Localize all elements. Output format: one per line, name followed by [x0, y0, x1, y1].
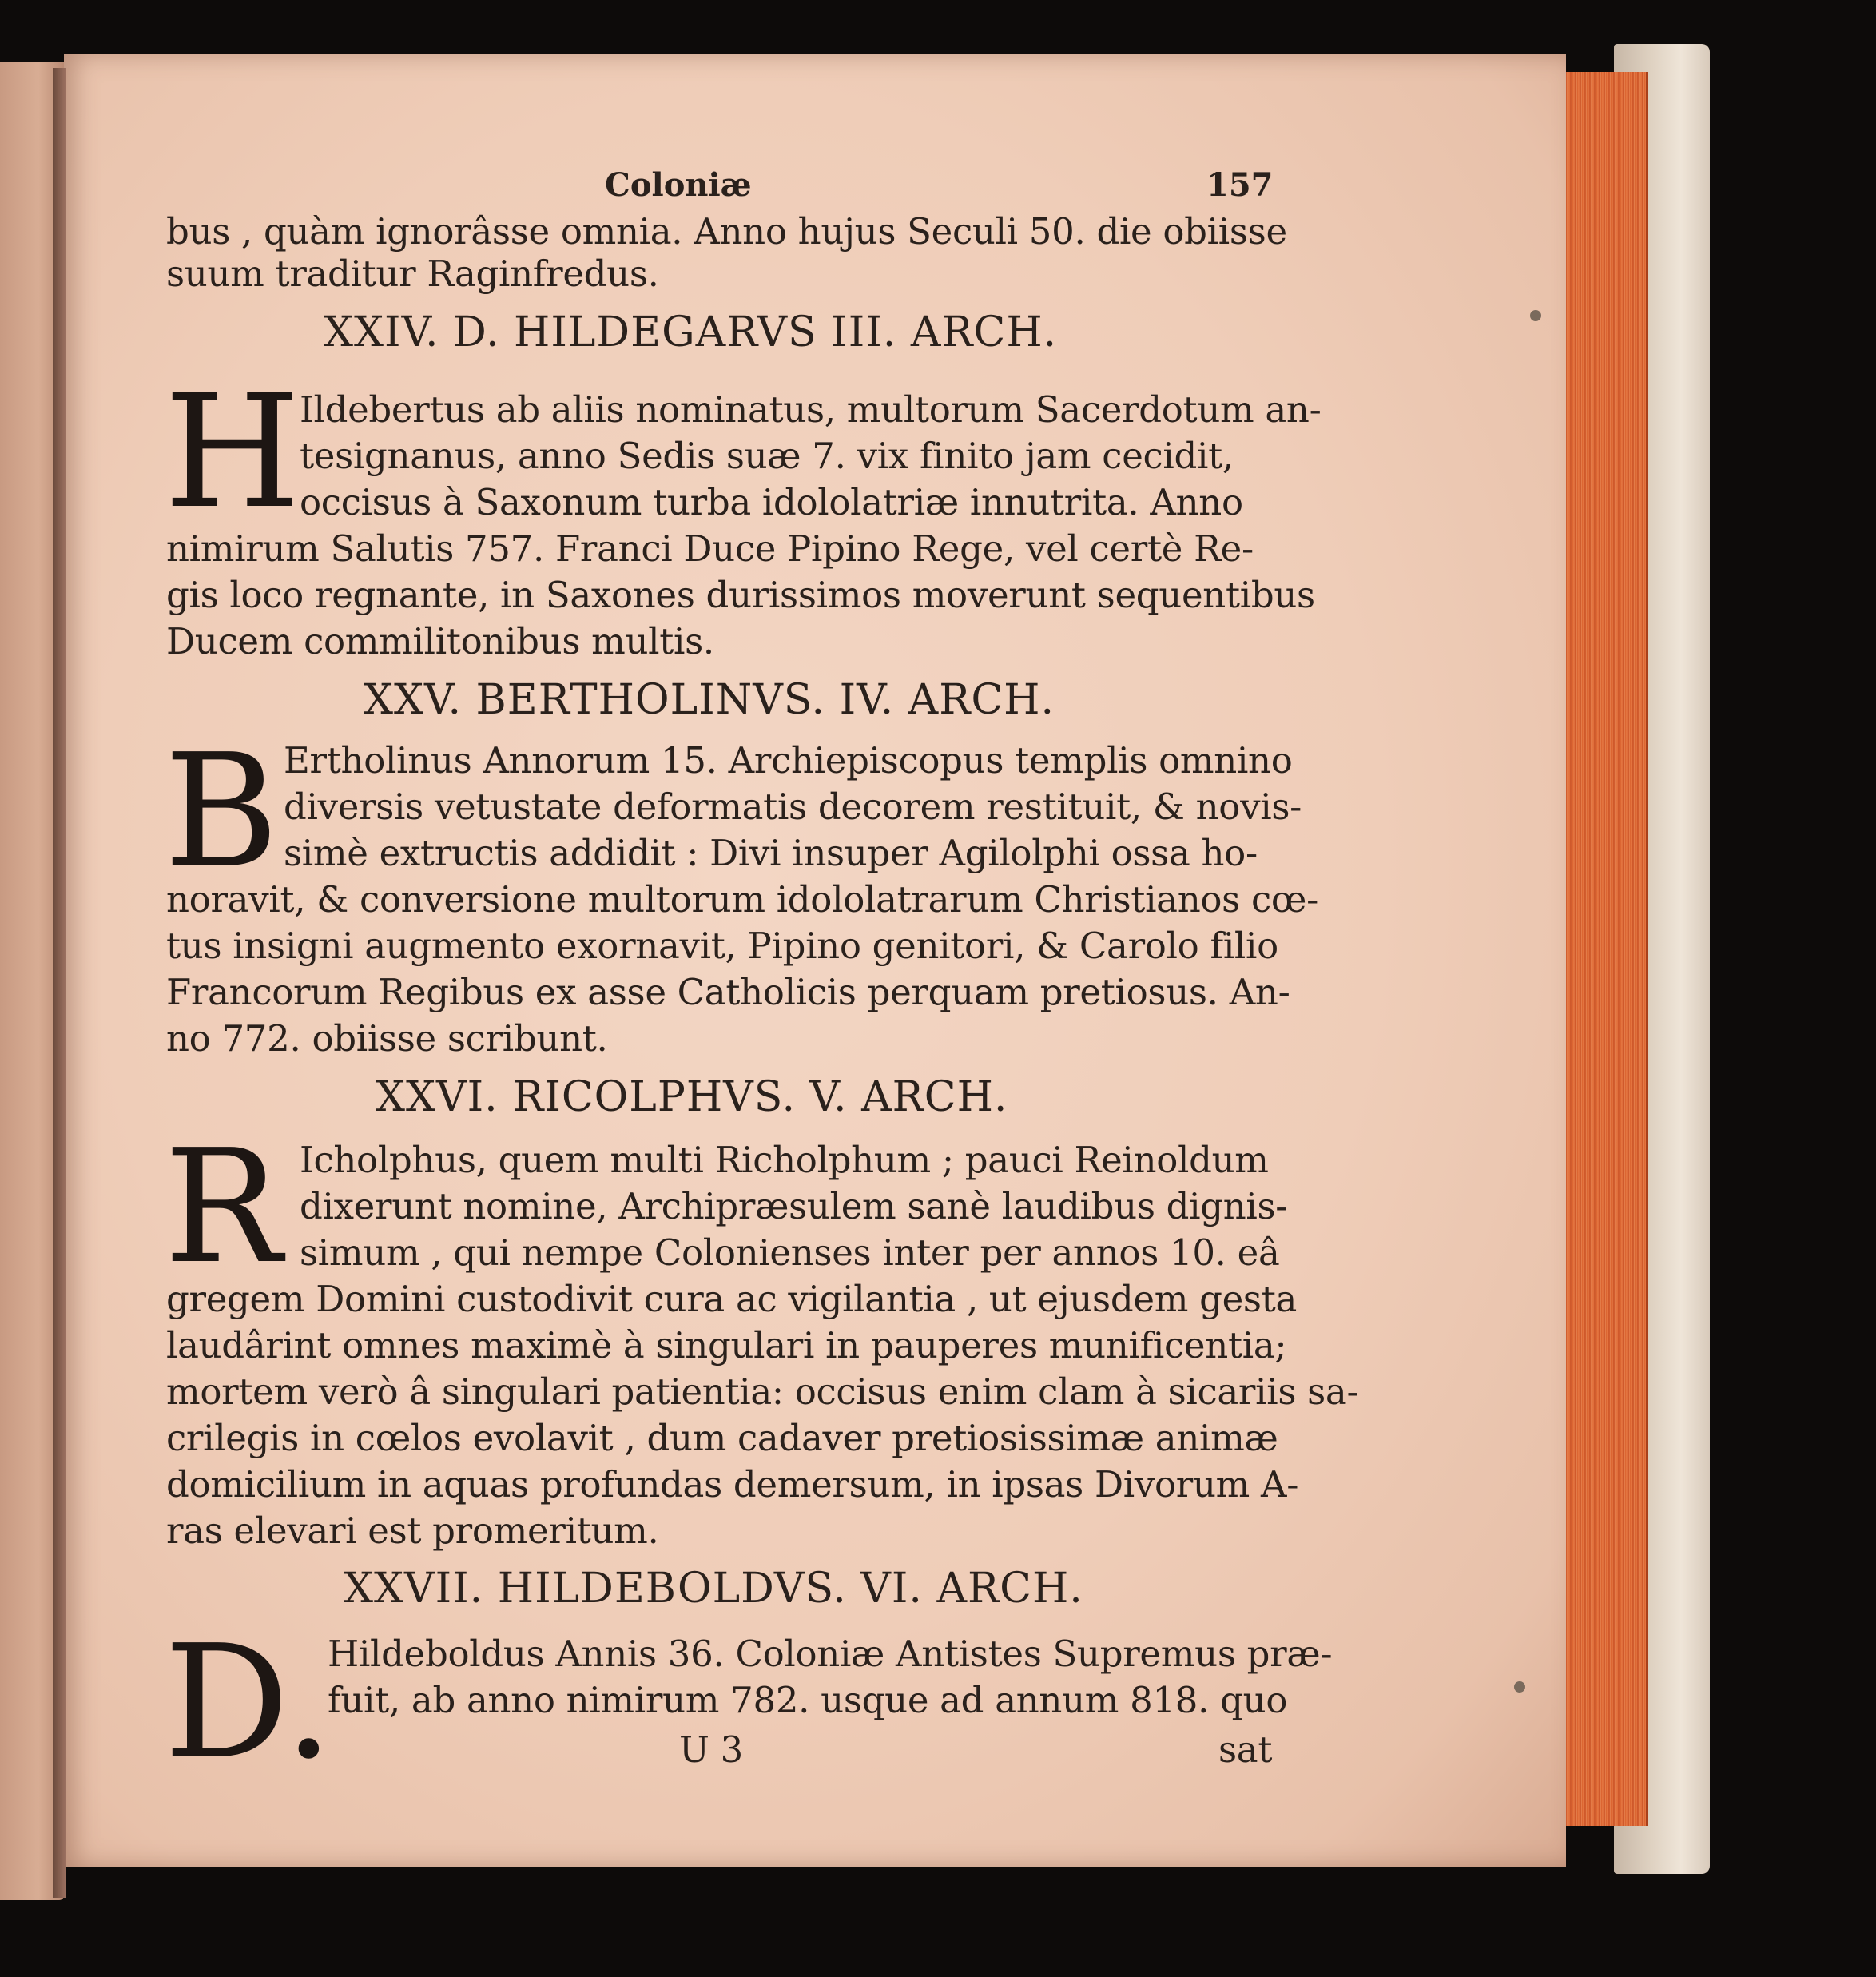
drop-cap-initial: H — [164, 361, 300, 543]
body-line: tesignanus, anno Sedis suæ 7. vix finito jam cecidit, — [300, 435, 1234, 477]
body-line: tus insigni augmento exornavit, Pipino genitori, & Carolo filio — [166, 925, 1278, 967]
body-line: nimirum Salutis 757. Franci Duce Pipino Rege, vel certè Re- — [166, 527, 1254, 570]
body-line: Francorum Regibus ex asse Catholicis perquam pretiosus. An- — [166, 971, 1290, 1013]
body-line: Ertholinus Annorum 15. Archiepiscopus templis omnino — [284, 739, 1293, 782]
body-line: mortem verò â singulari patientia: occisus enim clam à sicariis sa- — [166, 1370, 1359, 1413]
body-line: simum , qui nempe Colonienses inter per annos 10. eâ — [300, 1231, 1280, 1274]
drop-cap-initial: R — [164, 1116, 282, 1299]
body-line: Ildebertus ab aliis nominatus, multorum Sacerdotum an- — [300, 388, 1322, 431]
body-line: occisus à Saxonum turba idololatriæ innutrita. Anno — [300, 481, 1243, 523]
signature-mark: U 3 — [679, 1728, 743, 1771]
body-line: no 772. obiisse scribunt. — [166, 1017, 608, 1060]
body-line: simè extructis addidit : Divi insuper Agilolphi ossa ho- — [284, 832, 1258, 874]
body-line: Ducem commilitonibus multis. — [166, 620, 714, 662]
section-heading: XXVI. RICOLPHVS. V. ARCH. — [376, 1073, 1008, 1121]
book-gutter — [53, 68, 66, 1898]
body-line: fuit, ab anno nimirum 782. usque ad annum 818. quo — [328, 1679, 1288, 1721]
body-line: noravit, & conversione multorum idololatrarum Christianos cœ- — [166, 878, 1318, 921]
body-line: laudârint omnes maximè à singulari in pauperes munificentia; — [166, 1324, 1287, 1366]
body-line: Hildeboldus Annis 36. Coloniæ Antistes Supremus præ- — [328, 1633, 1333, 1675]
page-block-edges — [1558, 72, 1648, 1826]
paper-speck — [1514, 1681, 1525, 1693]
body-line: gis loco regnante, in Saxones durissimos moverunt sequentibus — [166, 574, 1315, 616]
body-line: ras elevari est promeritum. — [166, 1510, 659, 1552]
section-heading: XXVII. HILDEBOLDVS. VI. ARCH. — [344, 1565, 1083, 1613]
book-page — [64, 54, 1566, 1867]
body-line: domicilium in aquas profundas demersum, in ipsas Divorum A- — [166, 1463, 1299, 1506]
body-line: diversis vetustate deformatis decorem restituit, & novis- — [284, 786, 1302, 828]
drop-cap-initial: D. — [164, 1612, 334, 1794]
body-line: dixerunt nomine, Archipræsulem sanè laudibus dignis- — [300, 1185, 1288, 1227]
intro-line: bus , quàm ignorâsse omnia. Anno hujus Seculi 50. die obiisse — [166, 210, 1287, 253]
intro-line: suum traditur Raginfredus. — [166, 253, 659, 295]
paper-speck — [1530, 310, 1541, 321]
section-heading: XXV. BERTHOLINVS. IV. ARCH. — [364, 676, 1055, 724]
section-heading: XXIV. D. HILDEGARVS III. ARCH. — [324, 308, 1058, 356]
catchword: sat — [1218, 1728, 1273, 1771]
running-head-title: Coloniæ — [605, 166, 752, 204]
drop-cap-initial: B — [164, 721, 280, 903]
body-line: gregem Domini custodivit cura ac vigilantia , ut ejusdem gesta — [166, 1278, 1298, 1320]
body-line: crilegis in cœlos evolavit , dum cadaver pretiosissimæ animæ — [166, 1417, 1278, 1459]
page-number: 157 — [1206, 166, 1274, 204]
body-line: Icholphus, quem multi Richolphum ; pauci Reinoldum — [300, 1139, 1269, 1181]
